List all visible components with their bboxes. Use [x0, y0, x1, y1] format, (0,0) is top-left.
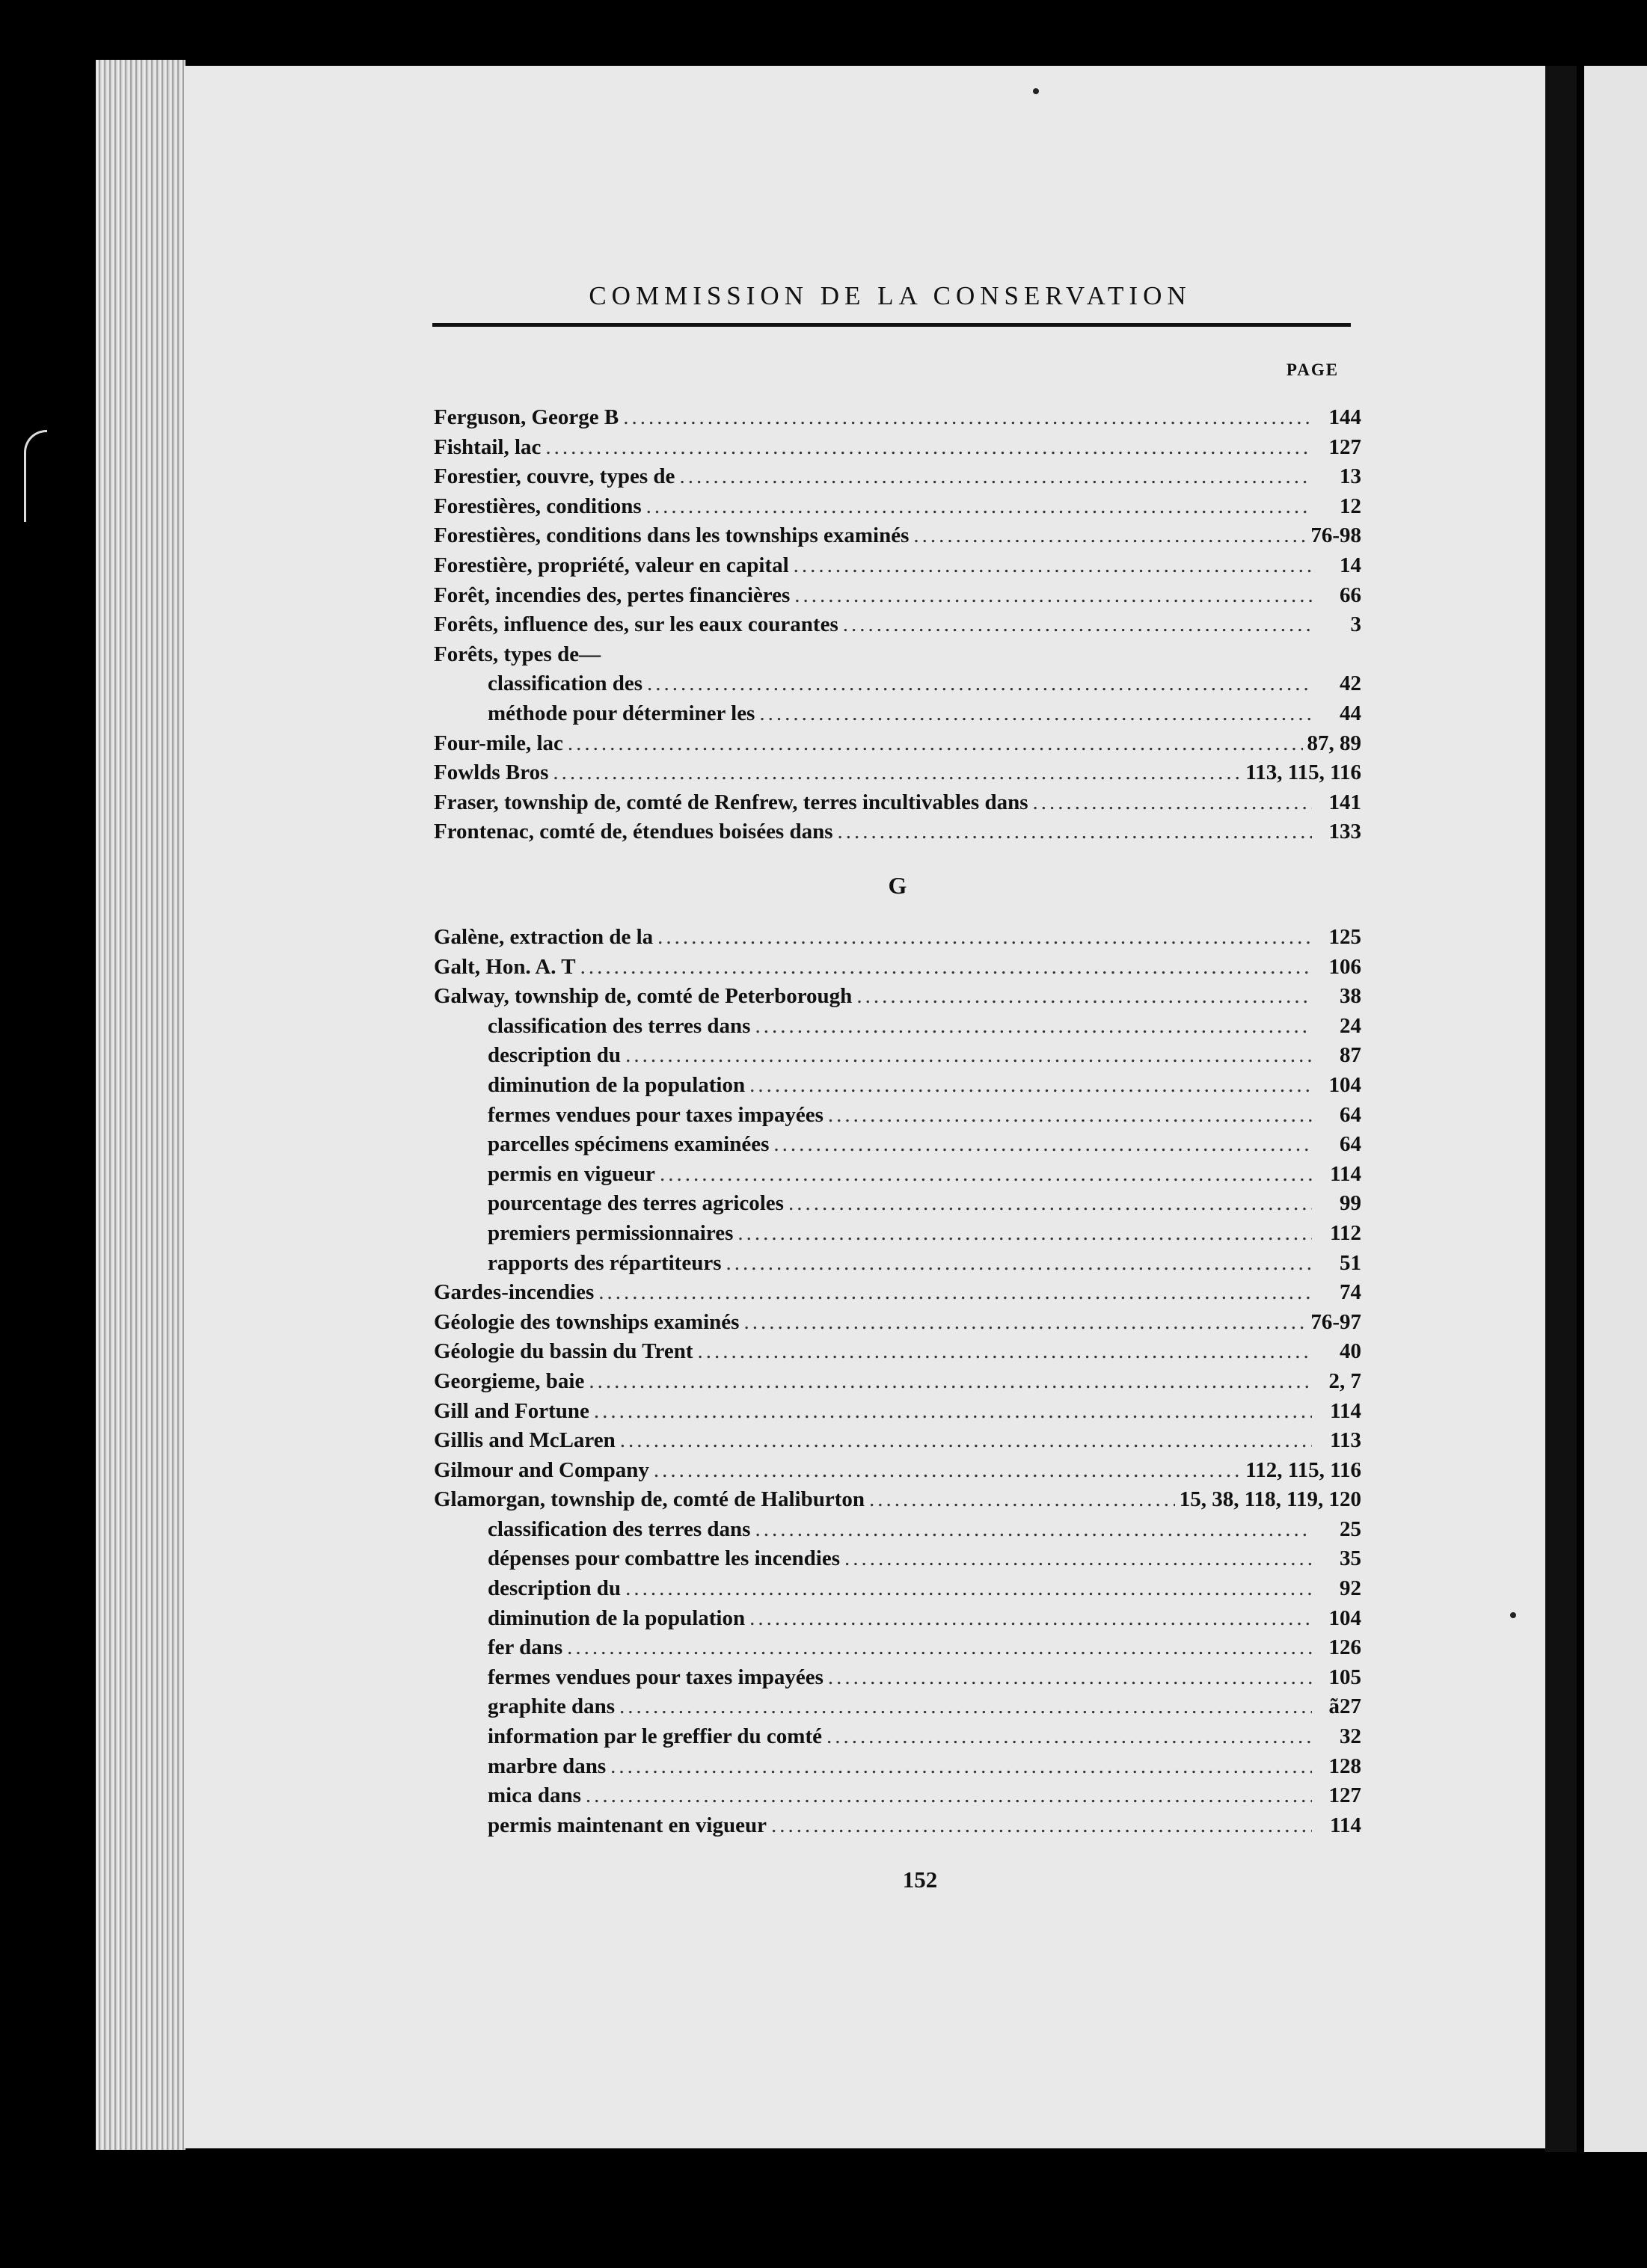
entry-term: Frontenac, comté de, étendues boisées dans: [434, 820, 833, 844]
index-subentry: [434, 1694, 1361, 1724]
entry-term: description du: [488, 1043, 622, 1068]
entry-pages: 106: [1328, 954, 1361, 979]
entry-term: Galway, township de, comté de Peterborough: [434, 984, 853, 1009]
entry-pages: 51: [1340, 1250, 1361, 1275]
entry-pages: 87: [1340, 1043, 1361, 1068]
index-subentry: [434, 672, 1361, 701]
index-subentry: [434, 1813, 1361, 1843]
entry-pages: 14: [1340, 553, 1361, 577]
entry-pages: 74: [1340, 1280, 1361, 1305]
entry-term: dépenses pour combattre les incendies: [488, 1546, 840, 1571]
entry-pages: 64: [1340, 1132, 1361, 1157]
dot-leader: [698, 1339, 1313, 1364]
dot-leader: [869, 1487, 1175, 1512]
entry-term: Géologie des townships examinés: [434, 1309, 740, 1334]
page-number: 152: [902, 1866, 938, 1893]
entry-term: rapports des répartiteurs: [488, 1250, 722, 1275]
entry-term: Galène, extraction de la: [434, 925, 654, 949]
entry-pages: 126: [1328, 1635, 1361, 1660]
index-entry: [434, 583, 1361, 613]
dot-leader: [828, 1665, 1312, 1690]
entry-pages: 87, 89: [1307, 731, 1361, 755]
index-entry: [434, 1280, 1361, 1310]
index-entry: [434, 1428, 1361, 1458]
dot-leader: [755, 1014, 1312, 1039]
dot-leader: [620, 1428, 1312, 1453]
index-subentry: [434, 1162, 1361, 1192]
entry-term: fer dans: [488, 1635, 563, 1660]
dot-leader: [589, 1369, 1312, 1394]
entry-term: Forêts, influence des, sur les eaux courantes: [434, 612, 838, 637]
index-entry: [434, 760, 1361, 790]
index-entry: [434, 642, 1361, 672]
entry-term: permis maintenant en vigueur: [488, 1813, 767, 1837]
running-title: COMMISSION DE LA CONSERVATION: [589, 281, 1191, 310]
entry-term: Fowlds Bros: [434, 760, 549, 785]
entry-pages: 40: [1340, 1339, 1361, 1364]
index-subentry: [434, 1783, 1361, 1813]
index-subentry: [434, 1103, 1361, 1133]
dot-leader: [623, 405, 1312, 430]
index-subentry: [434, 1635, 1361, 1665]
dot-leader: [749, 1606, 1312, 1631]
index-entry: [434, 1458, 1361, 1488]
entry-pages: 76-98: [1310, 523, 1361, 548]
entry-term: diminution de la population: [488, 1072, 746, 1097]
page-column-heading: PAGE: [1286, 360, 1340, 379]
index-entry: [434, 523, 1361, 553]
entry-term: Four-mile, lac: [434, 731, 563, 755]
entry-term: mica dans: [488, 1783, 581, 1808]
entry-term: Fishtail, lac: [434, 434, 542, 459]
entry-term: Forestier, couvre, types de: [434, 464, 675, 489]
entry-pages: 113: [1330, 1428, 1361, 1453]
index-entry: [434, 925, 1361, 955]
entry-pages: 128: [1328, 1754, 1361, 1778]
dot-leader: [771, 1813, 1312, 1838]
dot-leader: [646, 494, 1312, 519]
entry-term: pourcentage des terres agricoles: [488, 1191, 784, 1216]
dot-leader: [826, 1724, 1312, 1749]
dot-leader: [838, 820, 1312, 844]
dot-leader: [844, 1546, 1312, 1571]
entry-term: Forestières, conditions dans les townships examinés: [434, 523, 910, 548]
index-subentry: [434, 1191, 1361, 1221]
entry-pages: 112: [1330, 1220, 1361, 1245]
dot-leader: [737, 1221, 1312, 1246]
dot-leader: [759, 701, 1312, 726]
scan-speck: [1033, 88, 1039, 94]
index-subentry: [434, 1754, 1361, 1784]
header-rule: [432, 323, 1351, 327]
dot-leader: [647, 672, 1312, 696]
dot-leader: [594, 1399, 1312, 1424]
entry-term: fermes vendues pour taxes impayées: [488, 1102, 824, 1127]
entry-pages: 3: [1350, 612, 1361, 637]
entry-term: Géologie du bassin du Trent: [434, 1339, 693, 1364]
dot-leader: [1033, 790, 1313, 815]
entry-term: Fraser, township de, comté de Renfrew, terres incultivables dans: [434, 790, 1028, 814]
entry-pages: 105: [1328, 1665, 1361, 1689]
entry-pages: 44: [1340, 701, 1361, 725]
entry-term: Gilmour and Company: [434, 1457, 649, 1482]
entry-term: Galt, Hon. A. T: [434, 954, 576, 979]
dot-leader: [610, 1754, 1312, 1779]
dot-leader: [586, 1783, 1312, 1808]
entry-term: permis en vigueur: [488, 1161, 655, 1186]
entry-term: Forestières, conditions: [434, 494, 642, 518]
index-subentry: [434, 1251, 1361, 1281]
index-subentry: [434, 1014, 1361, 1044]
entry-pages: ã27: [1328, 1694, 1361, 1719]
index-entry: [434, 1487, 1361, 1517]
index-entry: [434, 494, 1361, 524]
entry-term: Gill and Fortune: [434, 1398, 589, 1423]
index-entry: [434, 435, 1361, 465]
index-entry: [434, 1339, 1361, 1369]
dot-leader: [828, 1103, 1312, 1128]
entry-pages: 15, 38, 118, 119, 120: [1179, 1487, 1361, 1512]
dot-leader: [773, 1132, 1312, 1157]
index-subentry: [434, 1221, 1361, 1251]
index-entry: [434, 1310, 1361, 1340]
entry-term: Forêts, types de—: [434, 642, 601, 666]
index-subentry: [434, 1665, 1361, 1695]
entry-pages: 2, 7: [1328, 1368, 1361, 1393]
dot-leader: [913, 523, 1306, 548]
dot-leader: [657, 925, 1312, 950]
entry-pages: 12: [1340, 494, 1361, 518]
index-subentry: [434, 1517, 1361, 1547]
entry-term: Glamorgan, township de, comté de Haliburton: [434, 1487, 865, 1512]
index-subentry: [434, 1576, 1361, 1606]
dot-leader: [568, 731, 1303, 756]
dot-leader: [625, 1043, 1312, 1068]
entry-pages: 76-97: [1310, 1309, 1361, 1334]
entry-pages: 133: [1328, 820, 1361, 844]
index-entry: [434, 820, 1361, 849]
page-edge-stack: [96, 60, 185, 2150]
entry-term: Forêt, incendies des, pertes financières: [434, 583, 791, 607]
entry-pages: 32: [1340, 1724, 1361, 1749]
entry-term: classification des terres dans: [488, 1013, 751, 1038]
entry-pages: 25: [1340, 1516, 1361, 1541]
entry-term: marbre dans: [488, 1754, 607, 1778]
dot-leader: [755, 1517, 1312, 1542]
entry-term: information par le greffier du comté: [488, 1724, 822, 1749]
index-entry: [434, 1399, 1361, 1429]
entry-pages: 125: [1328, 925, 1361, 949]
book-gutter: [1545, 66, 1577, 2152]
index-subentry: [434, 701, 1361, 731]
dot-leader: [794, 583, 1312, 608]
entry-pages: 104: [1328, 1072, 1361, 1097]
entry-pages: 99: [1340, 1191, 1361, 1216]
entry-pages: 127: [1328, 1783, 1361, 1808]
dot-leader: [726, 1251, 1312, 1276]
index-subentry: [434, 1073, 1361, 1103]
index-subentry: [434, 1606, 1361, 1636]
dot-leader: [794, 553, 1312, 578]
entry-pages: 92: [1340, 1576, 1361, 1601]
index-subentry: [434, 1546, 1361, 1576]
dot-leader: [625, 1576, 1312, 1601]
entry-term: Forestière, propriété, valeur en capital: [434, 553, 789, 577]
dot-leader: [743, 1310, 1306, 1335]
dot-leader: [619, 1694, 1312, 1719]
entry-term: Gardes-incendies: [434, 1280, 595, 1305]
entry-pages: 113, 115, 116: [1245, 760, 1361, 785]
dot-leader: [856, 984, 1312, 1009]
entry-pages: 66: [1340, 583, 1361, 607]
index-entry: [434, 553, 1361, 583]
entry-pages: 13: [1340, 464, 1361, 489]
entry-term: Gillis and McLaren: [434, 1428, 616, 1453]
index-entry: [434, 1369, 1361, 1399]
index-entry: [434, 731, 1361, 761]
dot-leader: [580, 955, 1312, 980]
dot-leader: [679, 464, 1312, 489]
entry-term: parcelles spécimens examinées: [488, 1132, 770, 1157]
entry-pages: 141: [1328, 790, 1361, 814]
dot-leader: [654, 1458, 1241, 1483]
entry-pages: 35: [1340, 1546, 1361, 1571]
dot-leader: [567, 1635, 1312, 1660]
entry-pages: 112, 115, 116: [1245, 1457, 1361, 1482]
index-entry: [434, 612, 1361, 642]
scan-artifact-bracket: [24, 430, 47, 522]
entry-term: Ferguson, George B: [434, 405, 619, 429]
entry-pages: 42: [1340, 672, 1361, 696]
index-entry: [434, 790, 1361, 820]
dot-leader: [598, 1280, 1312, 1305]
entry-pages: 144: [1328, 405, 1361, 429]
index-subentry: [434, 1043, 1361, 1073]
index-subentry: [434, 1724, 1361, 1754]
entry-term: méthode pour déterminer les: [488, 701, 755, 725]
dot-leader: [660, 1162, 1312, 1187]
section-letter-g: G: [888, 872, 907, 899]
entry-term: diminution de la population: [488, 1605, 746, 1630]
entry-term: premiers permissionnaires: [488, 1220, 734, 1245]
dot-leader: [545, 435, 1312, 460]
entry-term: description du: [488, 1576, 622, 1601]
scan-speck: [1510, 1612, 1516, 1618]
dot-leader: [788, 1191, 1312, 1216]
entry-pages: 104: [1328, 1605, 1361, 1630]
index-subentry: [434, 1132, 1361, 1162]
entry-pages: 114: [1330, 1813, 1361, 1837]
index-entry: [434, 405, 1361, 435]
entry-pages: 24: [1340, 1013, 1361, 1038]
entry-term: fermes vendues pour taxes impayées: [488, 1665, 824, 1689]
entry-term: classification des: [488, 672, 643, 696]
dot-leader: [843, 612, 1312, 637]
index-entry: [434, 955, 1361, 985]
index-entry: [434, 464, 1361, 494]
dot-leader: [553, 760, 1241, 785]
entry-term: Georgieme, baie: [434, 1368, 585, 1393]
facing-page-edge: [1584, 66, 1647, 2152]
entry-term: classification des terres dans: [488, 1516, 751, 1541]
entry-pages: 127: [1328, 434, 1361, 459]
entry-term: graphite dans: [488, 1694, 616, 1719]
entry-pages: 114: [1330, 1398, 1361, 1423]
entry-pages: 114: [1330, 1161, 1361, 1186]
index-section-g: [434, 925, 1361, 1843]
entry-pages: 64: [1340, 1102, 1361, 1127]
index-entry: [434, 984, 1361, 1014]
entry-pages: 38: [1340, 984, 1361, 1009]
index-section-f: [434, 405, 1361, 849]
dot-leader: [749, 1073, 1312, 1098]
